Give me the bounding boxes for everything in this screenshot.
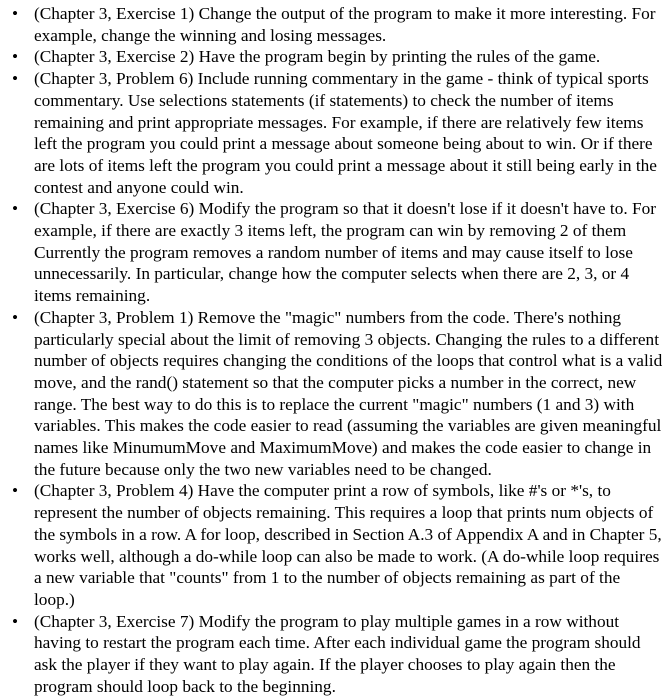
list-item: [0, 198, 668, 307]
bullet-icon: •: [11, 481, 19, 501]
bullet-icon: •: [11, 4, 19, 23]
list-item: [0, 307, 668, 481]
list-item-text: (Chapter 3, Problem 4) Have the computer print a row of symbols, like #'s or *'s, to represent the number of objects remaining. This requires a loop that prints num objects of the symbols in a row. A for loop, described in Section A.3 of Appendix A and in Chapter 5, works well, although a do-while loop can also be made to work. (A do-while loop requires a new variable that "counts" from 1 to the number of objects remaining as part of the loop.): [34, 481, 662, 609]
bullet-icon: •: [11, 199, 19, 219]
bullet-icon: •: [11, 611, 19, 631]
bullet-icon: •: [11, 69, 19, 89]
bullet-icon: •: [11, 307, 19, 327]
list-item: [0, 46, 668, 68]
list-item: [0, 3, 668, 46]
list-item-text: (Chapter 3, Exercise 2) Have the program begin by printing the rules of the game.: [34, 47, 601, 67]
bullet-icon: •: [11, 47, 19, 67]
list-item-text: (Chapter 3, Exercise 1) Change the output of the program to make it more interesting. For example, change the winning and losing messages.: [34, 4, 656, 45]
list-item-text: (Chapter 3, Exercise 6) Modify the program so that it doesn't lose if it doesn't have to. For example, if there are exactly 3 items left, the program can win by removing 2 of them Currently the program removes a random number of items and may cause itself to lose unnecessarily. In particular, change how the computer selects when there are 2, 3, or 4 items remaining.: [34, 199, 656, 306]
list-item-text: (Chapter 3, Problem 6) Include running commentary in the game - think of typical sports commentary. Use selections statements (if statements) to check the number of items remaining and print appropriate messages. For example, if there are relatively few items left the program you could print a message about someone being about to win. Or if there are lots of items left the program you could print a message about it still being early in the contest and anyone could win.: [34, 69, 657, 197]
list-item-text: (Chapter 3, Exercise 7) Modify the program to play multiple games in a row without having to restart the program each time. After each individual game the program should ask the player if they want to play again. If the player chooses to play again then the program should loop back to the beginning.: [34, 611, 641, 696]
list-item: [0, 68, 668, 198]
list-item: [0, 480, 668, 610]
list-item-text: (Chapter 3, Problem 1) Remove the "magic" numbers from the code. There's nothing particularly special about the limit of removing 3 objects. Changing the rules to a different number of objects requires changing the conditions of the loops that control what is a valid move, and the rand() statement so that the computer picks a number in the correct, new range. The best way to do this is to replace the current "magic" numbers (1 and 3) with variables. This makes the code easier to read (assuming the variables are given meaningful names like MinumumMove and MaximumMove) and makes the code easier to change in the future because only the two new variables need to be changed.: [34, 307, 663, 479]
list-item: [0, 611, 668, 698]
